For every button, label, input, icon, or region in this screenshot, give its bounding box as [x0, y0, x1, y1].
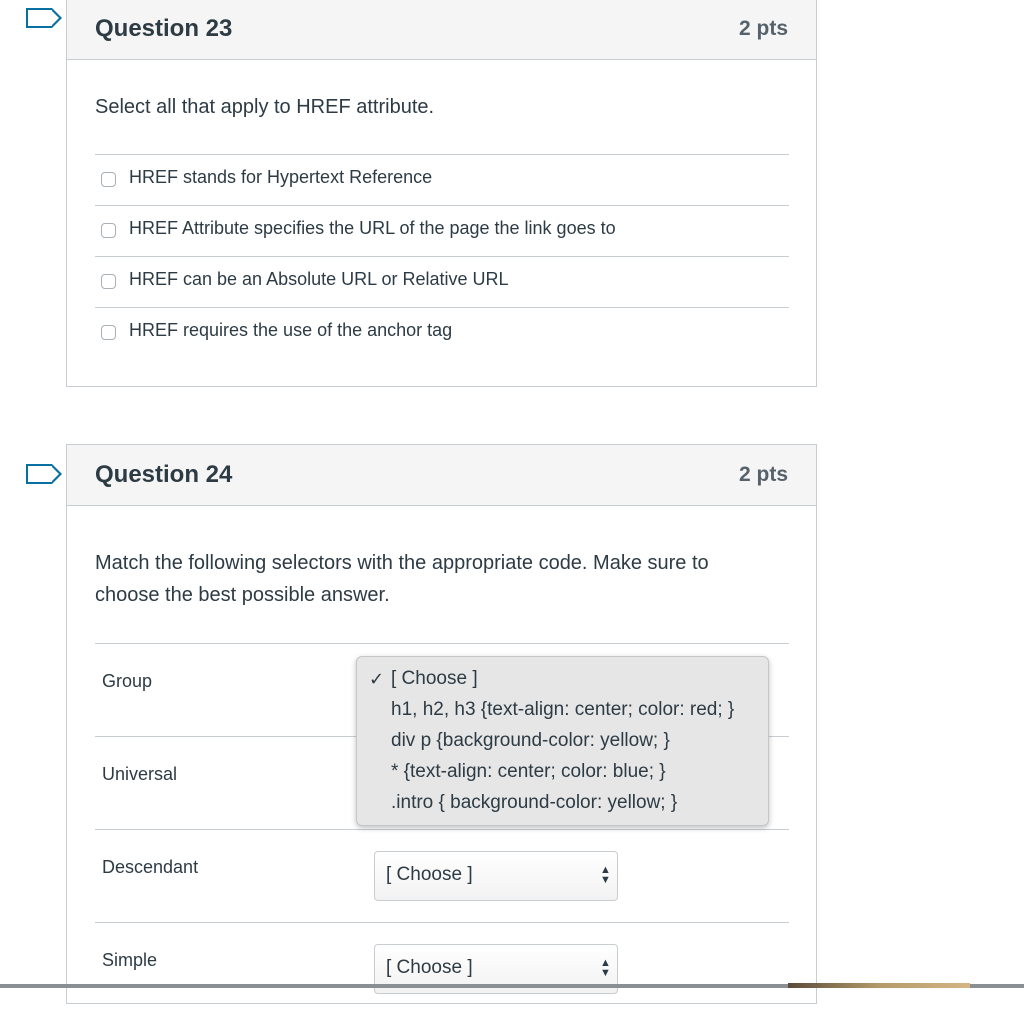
background-thumbnail — [788, 983, 970, 988]
answer-option[interactable] — [95, 154, 789, 205]
dropdown-option[interactable]: * {text-align: center; color: blue; } — [391, 761, 666, 782]
question-points: 2 pts — [738, 463, 788, 486]
flag-question-icon[interactable] — [26, 8, 52, 28]
dropdown-option[interactable]: [ Choose ] — [391, 668, 478, 689]
question-title: Question 23 — [95, 15, 233, 42]
answer-select[interactable] — [374, 851, 618, 901]
answer-label: HREF stands for Hypertext Reference — [129, 167, 433, 187]
checkbox[interactable] — [101, 325, 116, 340]
flag-question-icon[interactable] — [26, 464, 52, 484]
answer-option[interactable] — [95, 205, 789, 256]
dropdown-option[interactable]: h1, h2, h3 {text-align: center; color: red; } — [391, 699, 735, 720]
question-prompt: Select all that apply to HREF attribute. — [95, 96, 435, 118]
match-row — [95, 829, 789, 922]
checkmark-icon: ✓ — [369, 669, 385, 689]
select-dropdown-menu[interactable] — [356, 656, 769, 826]
question-header — [67, 445, 816, 506]
answer-label: HREF can be an Absolute URL or Relative URL — [129, 269, 509, 289]
dropdown-option[interactable]: div p {background-color: yellow; } — [391, 730, 670, 751]
answer-option[interactable] — [95, 256, 789, 307]
question-header — [67, 0, 816, 60]
match-label: Descendant — [102, 857, 199, 877]
checkbox[interactable] — [101, 274, 116, 289]
answer-label: HREF requires the use of the anchor tag — [129, 320, 453, 340]
match-label: Universal — [102, 764, 178, 784]
question-23-card — [66, 0, 817, 387]
question-prompt: Match the following selectors with the appropriate code. Make sure to choose the best possible answer. — [95, 552, 709, 606]
select-arrows-icon: ▲▼ — [600, 957, 611, 979]
select-value: [ Choose ] — [386, 864, 473, 885]
answer-label: HREF Attribute specifies the URL of the page the link goes to — [129, 218, 616, 238]
select-value: [ Choose ] — [386, 957, 473, 978]
dropdown-option[interactable]: .intro { background-color: yellow; } — [391, 792, 678, 813]
answer-option[interactable] — [95, 307, 789, 358]
select-arrows-icon: ▲▼ — [600, 864, 611, 886]
match-label: Simple — [102, 950, 158, 970]
question-points: 2 pts — [738, 17, 788, 40]
question-title: Question 24 — [95, 461, 233, 488]
match-row — [95, 922, 789, 1015]
match-label: Group — [102, 671, 153, 691]
checkbox[interactable] — [101, 223, 116, 238]
checkbox[interactable] — [101, 172, 116, 187]
